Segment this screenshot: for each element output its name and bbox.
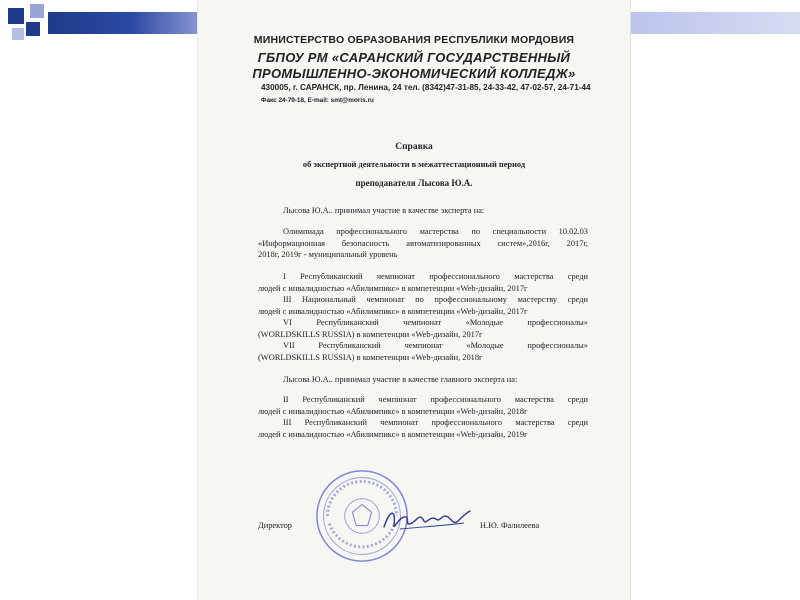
olympiad-line: «Информационная безопасность автоматизированных систем»,2016г, 2017г,: [258, 238, 588, 248]
organization-name-line1: ГБПОУ РМ «САРАНСКИЙ ГОСУДАРСТВЕННЫЙ: [257, 50, 571, 65]
document-title: Справка: [395, 142, 433, 152]
olympiad-line: Олимпиада профессионального мастерства по специальности 10.02.03: [283, 227, 588, 236]
decor-square: [26, 22, 40, 36]
event-line: VII Республиканский чемпионат «Молодые профессионалы»: [283, 341, 588, 350]
section1-events-list: [258, 271, 588, 363]
event-line: III Национальный чемпионат по профессиональному мастерству среди: [283, 295, 588, 304]
olympiad-paragraph: [258, 226, 588, 261]
section1-intro: [258, 205, 588, 217]
event-line: III Республиканский чемпионат профессионального мастерства среди: [283, 418, 588, 427]
decor-square: [12, 28, 24, 40]
signatory-name: Н.Ю. Фалилеева: [480, 521, 540, 530]
olympiad-line: 2018г, 2019г - муниципальный уровень: [258, 250, 398, 259]
decor-band-left: [48, 12, 200, 34]
section2-events-list: [258, 394, 588, 440]
organization-fax-email: Факс 24-79-18, E-mail: smt@moris.ru: [261, 97, 374, 104]
document-subject: преподавателя Лысова Ю.А.: [355, 178, 473, 188]
event-line: VI Республиканский чемпионат «Молодые профессионалы»: [283, 318, 588, 327]
section1-intro-text: Лысова Ю.А.. принимал участие в качестве эксперта на:: [283, 206, 485, 215]
event-line: людей с инвалидностью «Абилимпикс» в компетенции «Web-дизайн, 2017г: [258, 306, 528, 316]
event-line: I Республиканский чемпионат профессионального мастерства среди: [283, 272, 588, 281]
decor-square: [30, 4, 44, 18]
signatory-position: Директор: [258, 521, 292, 530]
event-line: (WORLDSKILLS RUSSIA) в компетенции «Web-дизайн, 2018г: [258, 352, 483, 362]
event-line: II Республиканский чемпионат профессионального мастерства среди: [283, 395, 588, 404]
decor-band-right: [620, 12, 800, 34]
section2-intro: [258, 374, 588, 386]
event-line: (WORLDSKILLS RUSSIA) в компетенции «Web-дизайн, 2017г: [258, 329, 483, 339]
document-subtitle: об экспертной деятельности в межаттестационный период: [302, 160, 526, 169]
section2-intro-text: Лысова Ю.А.. принимал участие в качестве главного эксперта на:: [283, 375, 518, 384]
event-line: людей с инвалидностью «Абилимпикс» в компетенции «Web-дизайн, 2018г: [258, 406, 528, 416]
ministry-heading: МИНИСТЕРСТВО ОБРАЗОВАНИЯ РЕСПУБЛИКИ МОРДОВИЯ: [253, 34, 575, 46]
director-signature: [380, 505, 474, 535]
event-line: людей с инвалидностью «Абилимпикс» в компетенции «Web-дизайн, 2017г: [258, 283, 528, 293]
decor-square: [8, 8, 24, 24]
event-line: людей с инвалидностью «Абилимпикс» в компетенции «Web-дизайн, 2019г: [258, 429, 528, 439]
organization-name-line2: ПРОМЫШЛЕННО-ЭКОНОМИЧЕСКИЙ КОЛЛЕДЖ»: [252, 66, 576, 81]
document-page: [198, 0, 630, 600]
organization-address: 430005, г. САРАНСК, пр. Ленина, 24 тел. (8342)47-31-85, 24-33-42, 47-02-57, 24-71-44: [261, 83, 591, 92]
